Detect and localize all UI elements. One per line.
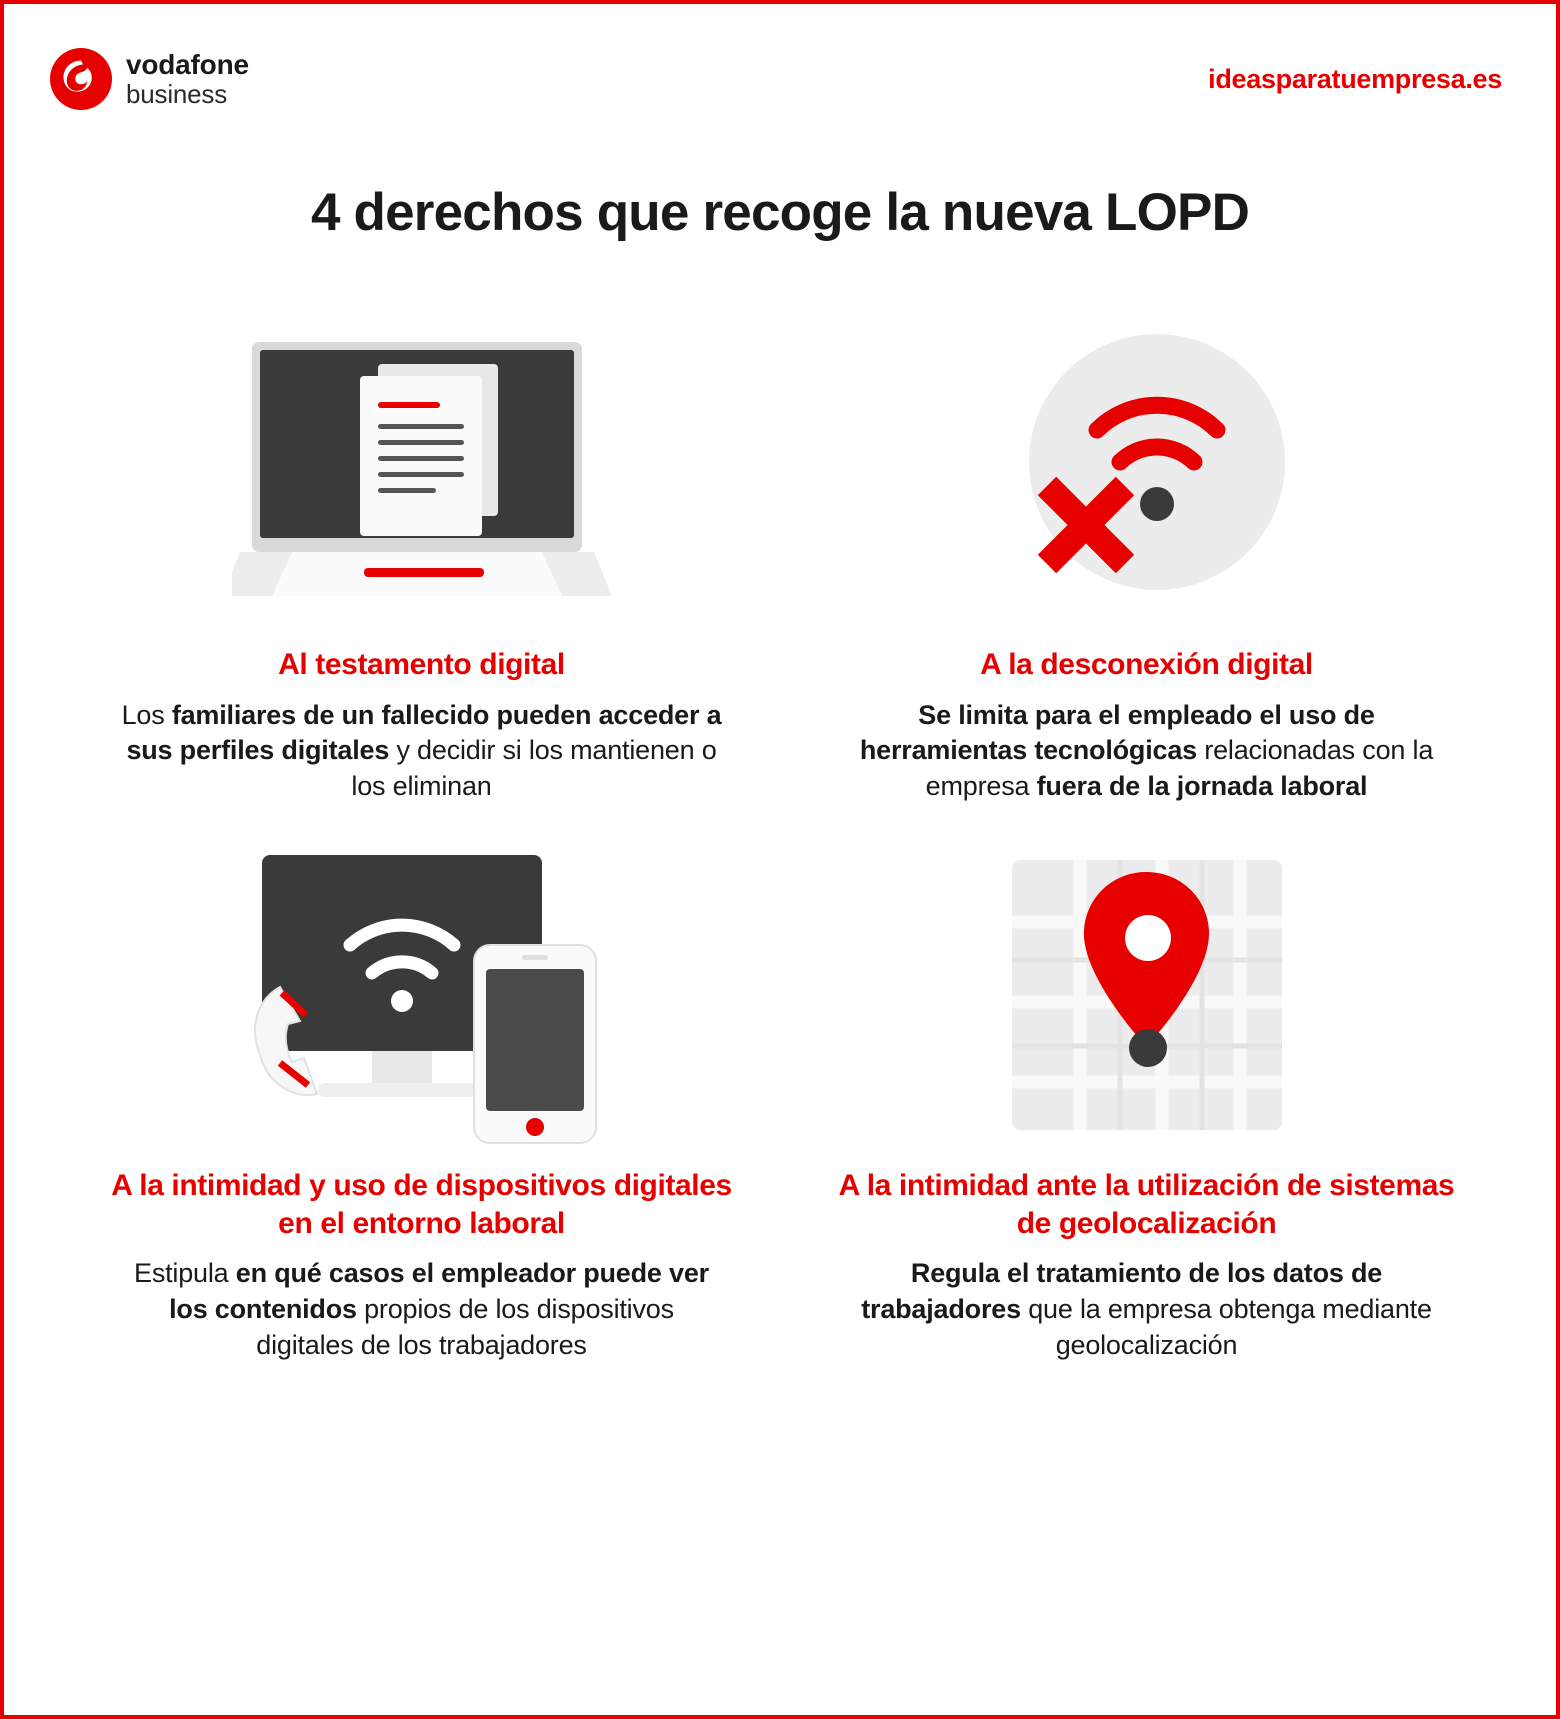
brand-sub: business [126,79,228,110]
card-title: Al testamento digital [278,648,565,681]
page-title: 4 derechos que recoge la nueva LOPD [310,183,1250,242]
card-title: A la desconexión digital [980,648,1313,681]
wifi-disconnected-icon [997,324,1297,624]
brand-logo [50,48,249,110]
card-title: A la intimidad y uso de dispositivos digitales en el entorno laboral [111,1169,732,1240]
card-body: Regula el tratamiento de los datos de trabajadores que la empresa obtenga mediante geolocalización [861,1258,1432,1361]
card-body: Estipula en qué casos el empleador puede ver los contenidos propios de los dispositivos digitales de los trabajadores [134,1258,709,1361]
card-body: Se limita para el empleado el uso de herramientas tecnológicas relacionadas con la empresa fuera de la jornada laboral [859,699,1434,802]
card-testamento-digital [74,324,769,805]
header [4,4,1556,154]
vodafone-speechmark-icon [50,48,112,110]
brand-wordmark [126,49,249,109]
map-pin-location-icon [1002,845,1292,1145]
card-title: A la intimidad ante la utilización de sistemas de geolocalización [838,1169,1455,1240]
card-desconexion-digital [799,324,1494,805]
card-body: Los familiares de un fallecido pueden acceder a sus perfiles digitales y decidir si los mantienen o los eliminan [121,699,722,802]
card-geolocalizacion [799,845,1494,1364]
brand-name: vodafone [126,48,249,80]
card-intimidad-dispositivos [74,845,769,1364]
site-url[interactable]: ideasparatuempresa.es [1208,63,1502,94]
laptop-document-icon [232,324,612,624]
cards-grid [74,324,1494,1364]
devices-phone-monitor-icon [222,845,622,1145]
